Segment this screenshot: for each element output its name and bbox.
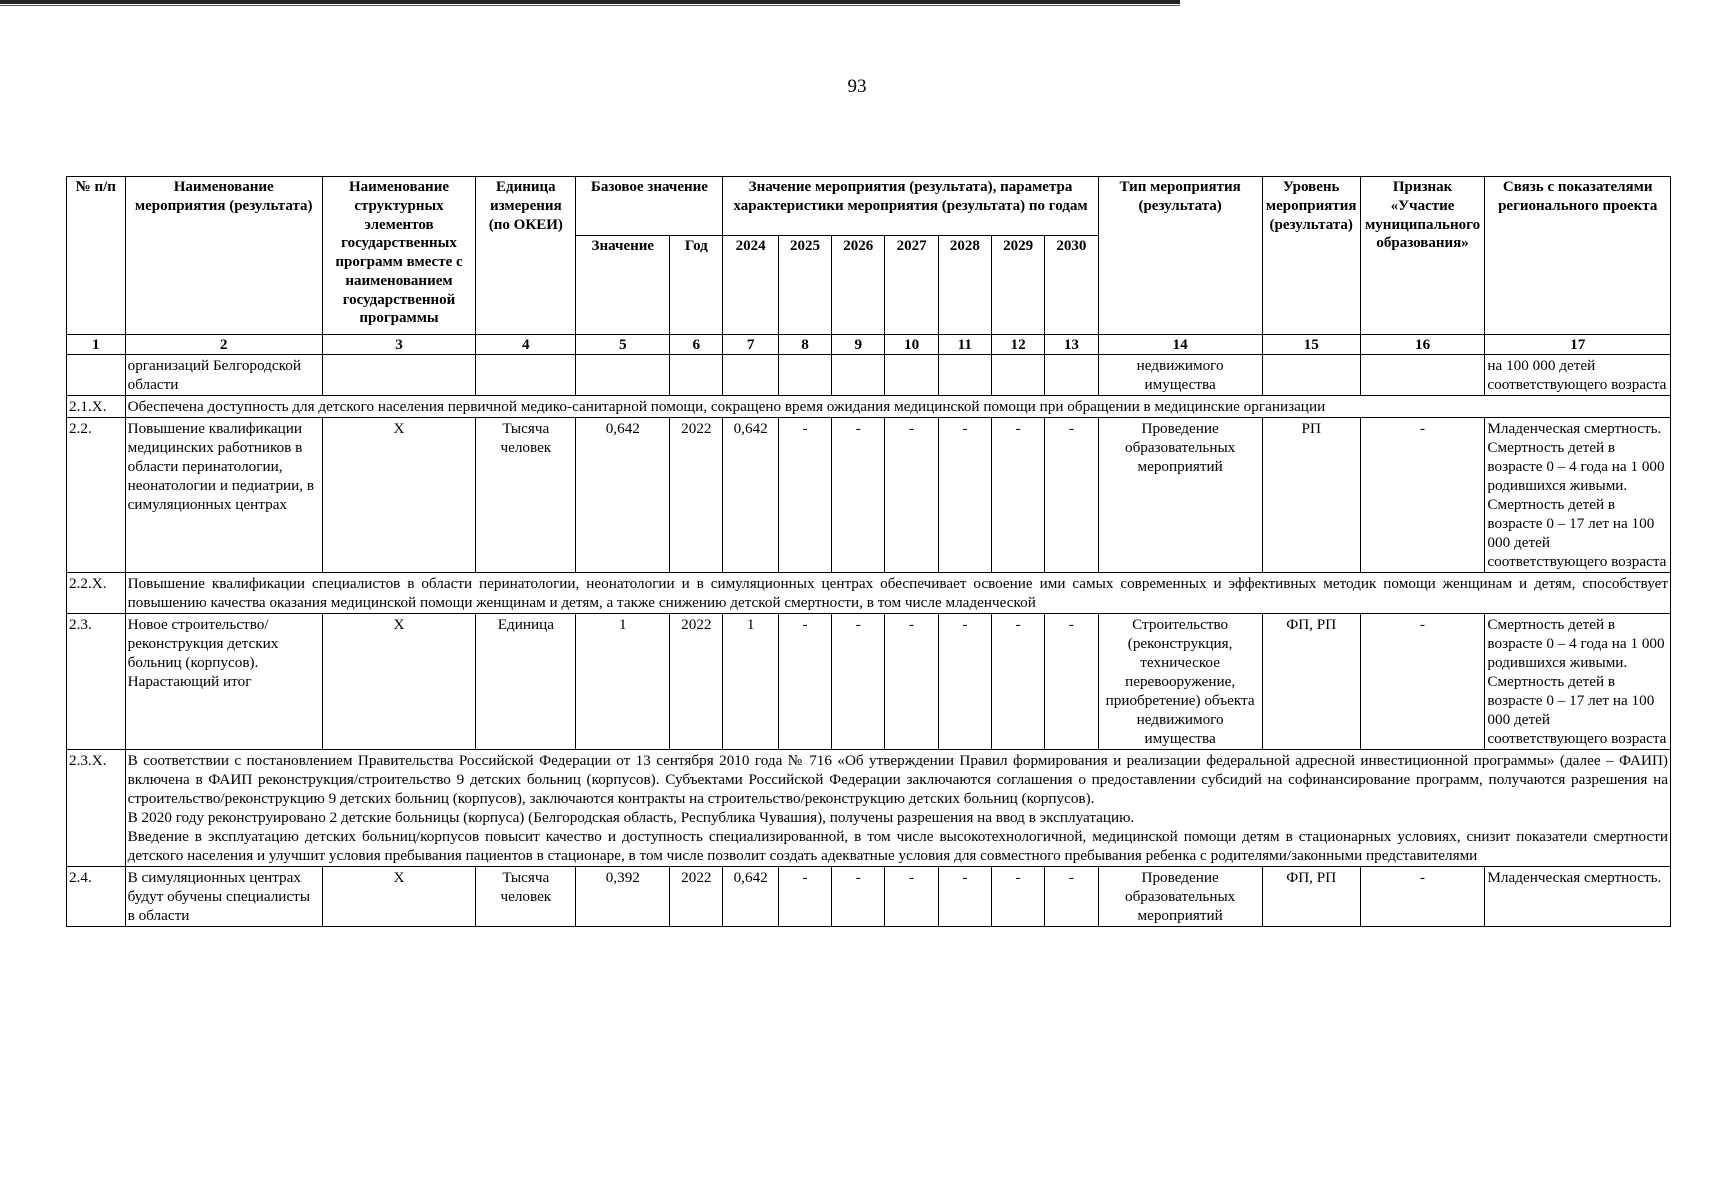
base-year: 2022 (670, 418, 723, 573)
row-number: 2.1.Х. (67, 396, 126, 418)
col-number: 15 (1262, 335, 1360, 355)
col-number: 4 (476, 335, 576, 355)
measure-type: Проведение образовательных мероприятий (1098, 418, 1262, 573)
value-2026: - (832, 867, 885, 927)
indicator-link: Младенческая смертность. (1485, 867, 1671, 927)
header-year: 2029 (992, 236, 1045, 335)
indicator-link: Младенческая смертность. Смертность детей в возрасте 0 – 4 года на 1 000 родившихся живыми. Смертность детей в возрасте 0 – 17 лет на 100 000 детей соответствующего возраста (1485, 418, 1671, 573)
structural-element: Х (322, 614, 475, 750)
header-values-by-year: Значение мероприятия (результата), параметра характеристики мероприятия (результата) по годам (723, 177, 1098, 236)
value-2027: - (885, 867, 938, 927)
col-number: 5 (576, 335, 670, 355)
description-row (67, 750, 1671, 867)
measure-type: Проведение образовательных мероприятий (1098, 867, 1262, 927)
value-2027: - (885, 614, 938, 750)
value-2030: - (1045, 418, 1098, 573)
description-paragraph: В 2020 году реконструировано 2 детские больницы (корпуса) (Белгородская область, Республика Чувашия), получены разрешения на ввод в эксплуатацию. (127, 809, 1135, 826)
header-year: 2026 (832, 236, 885, 335)
header-base-value: Базовое значение (576, 177, 723, 236)
header-year: 2027 (885, 236, 938, 335)
value-2024: 0,642 (723, 867, 778, 927)
value-2026: - (832, 418, 885, 573)
value-2027: - (885, 418, 938, 573)
header-measure-name: Наименование мероприятия (результата) (125, 177, 322, 335)
unit: Единица (476, 614, 576, 750)
header-type: Тип мероприятия (результата) (1098, 177, 1262, 335)
description-text: Повышение квалификации специалистов в области перинатологии, неонатологии и в симуляционных центрах обеспечивает освоение ими самых современных и эффективных методик помощи женщинам и детям, способствует повышению качества оказания медицинской помощи женщинам и детям, а также снижению детской смертности, в том числе младенческой (125, 573, 1670, 614)
row-number: 2.2.Х. (67, 573, 126, 614)
header-base-value-value: Значение (576, 236, 670, 335)
col-number: 2 (125, 335, 322, 355)
indicator-link: на 100 000 детей соответствующего возраста (1485, 355, 1671, 396)
municipal-flag: - (1360, 614, 1485, 750)
base-value: 0,642 (576, 418, 670, 573)
row-number: 2.3.Х. (67, 750, 126, 867)
table-row (67, 614, 1671, 750)
structural-element: Х (322, 418, 475, 573)
col-number: 12 (992, 335, 1045, 355)
description-paragraph: В соответствии с постановлением Правительства Российской Федерации от 13 сентября 2010 года № 716 «Об утверждении Правил формирования и реализации федеральной адресной инвестиционной программы» (далее – ФАИП) включена в ФАИП реконструкция/строительство 9 детских больниц (корпусов). Субъектами Российской Федерации заключаются соглашения о предоставлении субсидий на софинансирование программ, получаются разрешения на строительство/реконструкцию 9 детских больниц (корпусов), заключаются контракты на строительство/реконструкцию детских больниц (корпусов). (127, 752, 1668, 807)
col-number: 13 (1045, 335, 1098, 355)
header-municipal: Признак «Участие муниципального образования» (1360, 177, 1485, 335)
value-2025: - (778, 418, 831, 573)
description-row (67, 396, 1671, 418)
continuation-row (67, 355, 1671, 396)
col-number: 7 (723, 335, 778, 355)
indicator-link: Смертность детей в возрасте 0 – 4 года на 1 000 родившихся живыми. Смертность детей в возрасте 0 – 17 лет на 100 000 детей соответствующего возраста (1485, 614, 1671, 750)
value-2025: - (778, 867, 831, 927)
measure-name: В симуляционных центрах будут обучены специалисты в области (125, 867, 322, 927)
value-2024: 1 (723, 614, 778, 750)
measure-name: Повышение квалификации медицинских работников в области перинатологии, неонатологии и педиатрии, в симуляционных центрах (125, 418, 322, 573)
measure-type: Строительство (реконструкция, техническое перевооружение, приобретение) объекта недвижимого имущества (1098, 614, 1262, 750)
col-number: 14 (1098, 335, 1262, 355)
page-number: 93 (847, 76, 867, 97)
top-scan-border-thin (0, 5, 1180, 6)
table-row (67, 867, 1671, 927)
value-2030: - (1045, 867, 1098, 927)
value-2028: - (938, 614, 991, 750)
measure-name: организаций Белгородской области (125, 355, 322, 396)
row-number: 2.4. (67, 867, 126, 927)
description-text: Обеспечена доступность для детского населения первичной медико-санитарной помощи, сокращено время ожидания медицинской помощи при обращении в медицинские организации (125, 396, 1670, 418)
header-num: № п/п (67, 177, 126, 335)
header-year: 2030 (1045, 236, 1098, 335)
measure-level: РП (1262, 418, 1360, 573)
col-number: 3 (322, 335, 475, 355)
header-year: 2024 (723, 236, 778, 335)
row-number: 2.3. (67, 614, 126, 750)
value-2028: - (938, 867, 991, 927)
row-number: 2.2. (67, 418, 126, 573)
col-number: 8 (778, 335, 831, 355)
value-2029: - (992, 867, 1045, 927)
value-2025: - (778, 614, 831, 750)
table-row (67, 418, 1671, 573)
description-row (67, 573, 1671, 614)
col-number: 1 (67, 335, 126, 355)
description-paragraph: Введение в эксплуатацию детских больниц/корпусов повысит качество и доступность специализированной, в том числе высокотехнологичной, медицинской помощи детям в стационарных условиях, снизит показатели смертности детского населения и улучшит условия пребывания пациентов в стационаре, в том числе позволит создать адекватные условия для совместного пребывания ребенка с родителями/законными представителями (127, 828, 1668, 864)
header-level: Уровень мероприятия (результата) (1262, 177, 1360, 335)
header-structural-elements: Наименование структурных элементов государственных программ вместе с наименованием государственной программы (322, 177, 475, 335)
header-base-year: Год (670, 236, 723, 335)
measure-level: ФП, РП (1262, 867, 1360, 927)
structural-element: Х (322, 867, 475, 927)
col-number: 10 (885, 335, 938, 355)
col-number: 6 (670, 335, 723, 355)
value-2029: - (992, 614, 1045, 750)
header-row (67, 177, 1671, 236)
col-number: 16 (1360, 335, 1485, 355)
base-year: 2022 (670, 614, 723, 750)
description-text (125, 750, 1670, 867)
value-2030: - (1045, 614, 1098, 750)
unit: Тысяча человек (476, 867, 576, 927)
value-2024: 0,642 (723, 418, 778, 573)
header-link: Связь с показателями регионального проекта (1485, 177, 1671, 335)
value-2026: - (832, 614, 885, 750)
municipal-flag: - (1360, 867, 1485, 927)
measure-name: Новое строительство/ реконструкция детских больниц (корпусов). Нарастающий итог (125, 614, 322, 750)
base-value: 0,392 (576, 867, 670, 927)
base-value: 1 (576, 614, 670, 750)
col-number: 17 (1485, 335, 1671, 355)
value-2029: - (992, 418, 1045, 573)
value-2028: - (938, 418, 991, 573)
header-year: 2025 (778, 236, 831, 335)
header-year: 2028 (938, 236, 991, 335)
col-number: 9 (832, 335, 885, 355)
measure-type: недвижимого имущества (1098, 355, 1262, 396)
header-unit: Единица измерения (по ОКЕИ) (476, 177, 576, 335)
unit: Тысяча человек (476, 418, 576, 573)
measures-table (66, 176, 1671, 927)
col-number: 11 (938, 335, 991, 355)
top-scan-border (0, 0, 1180, 4)
column-number-row (67, 335, 1671, 355)
measure-level: ФП, РП (1262, 614, 1360, 750)
municipal-flag: - (1360, 418, 1485, 573)
base-year: 2022 (670, 867, 723, 927)
